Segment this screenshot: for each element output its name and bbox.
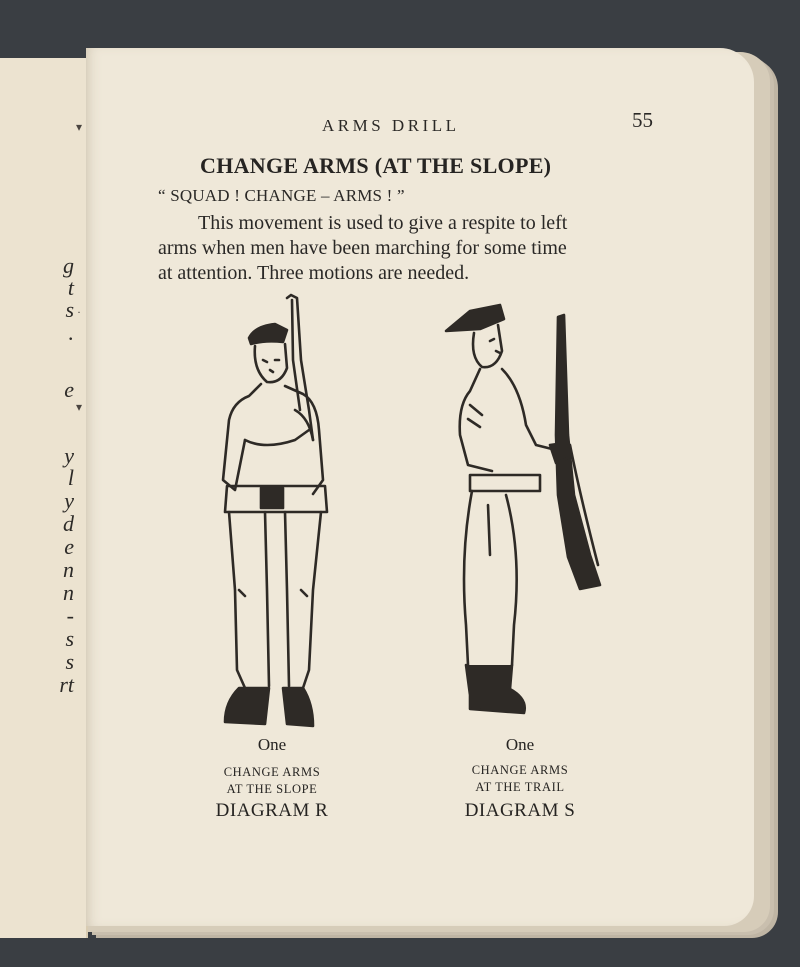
section-title: CHANGE ARMS (AT THE SLOPE) [200, 153, 552, 178]
figure-r-label: DIAGRAM R [215, 800, 329, 821]
fragment: - [66, 603, 74, 628]
fragment: e [64, 377, 74, 402]
fragment: g [63, 253, 74, 278]
fragment: y [64, 443, 74, 468]
fragment: n [63, 557, 74, 582]
stitch-mark: · [77, 305, 81, 319]
soldier-trail-arms-illustration [440, 295, 620, 725]
stitch-mark: ▾ [76, 120, 83, 134]
stitch-mark: ▾ [76, 400, 83, 414]
fragment: l [67, 465, 74, 490]
fragment: t [67, 275, 74, 300]
page-number: 55 [632, 108, 653, 132]
body-paragraph [158, 211, 663, 286]
soldier-slope-arms-illustration [205, 290, 355, 740]
figure-r-action-line: CHANGE ARMS [223, 765, 321, 779]
body-line: This movement is used to give a respite to left [198, 212, 568, 234]
figure-s-motion: One [505, 735, 535, 754]
figure-r-motion: One [257, 735, 287, 754]
fragment: s [65, 297, 74, 322]
fragment: . [68, 320, 74, 345]
body-line: at attention. Three motions are needed. [158, 262, 470, 284]
body-line: arms when men have been marching for some time [158, 237, 567, 259]
fragment: s [65, 626, 74, 651]
figure-s-action [440, 762, 600, 796]
figure-s-label: DIAGRAM S [464, 800, 576, 821]
fragment: d [63, 511, 74, 536]
left-page [0, 58, 88, 938]
fragment: y [64, 488, 74, 513]
figure-r-action [192, 764, 352, 798]
fragment: s [65, 649, 74, 674]
running-head: ARMS DRILL [322, 116, 460, 135]
figure-s-action-line: AT THE TRAIL [475, 780, 565, 794]
figure-s-action-line: CHANGE ARMS [471, 763, 569, 777]
figure-r-action-line: AT THE SLOPE [226, 782, 318, 796]
fragment: n [63, 580, 74, 605]
drill-command: “ SQUAD ! CHANGE – ARMS ! ” [158, 186, 405, 205]
fragment: rt [59, 672, 74, 697]
right-page [86, 48, 754, 926]
fragment: e [64, 534, 74, 559]
